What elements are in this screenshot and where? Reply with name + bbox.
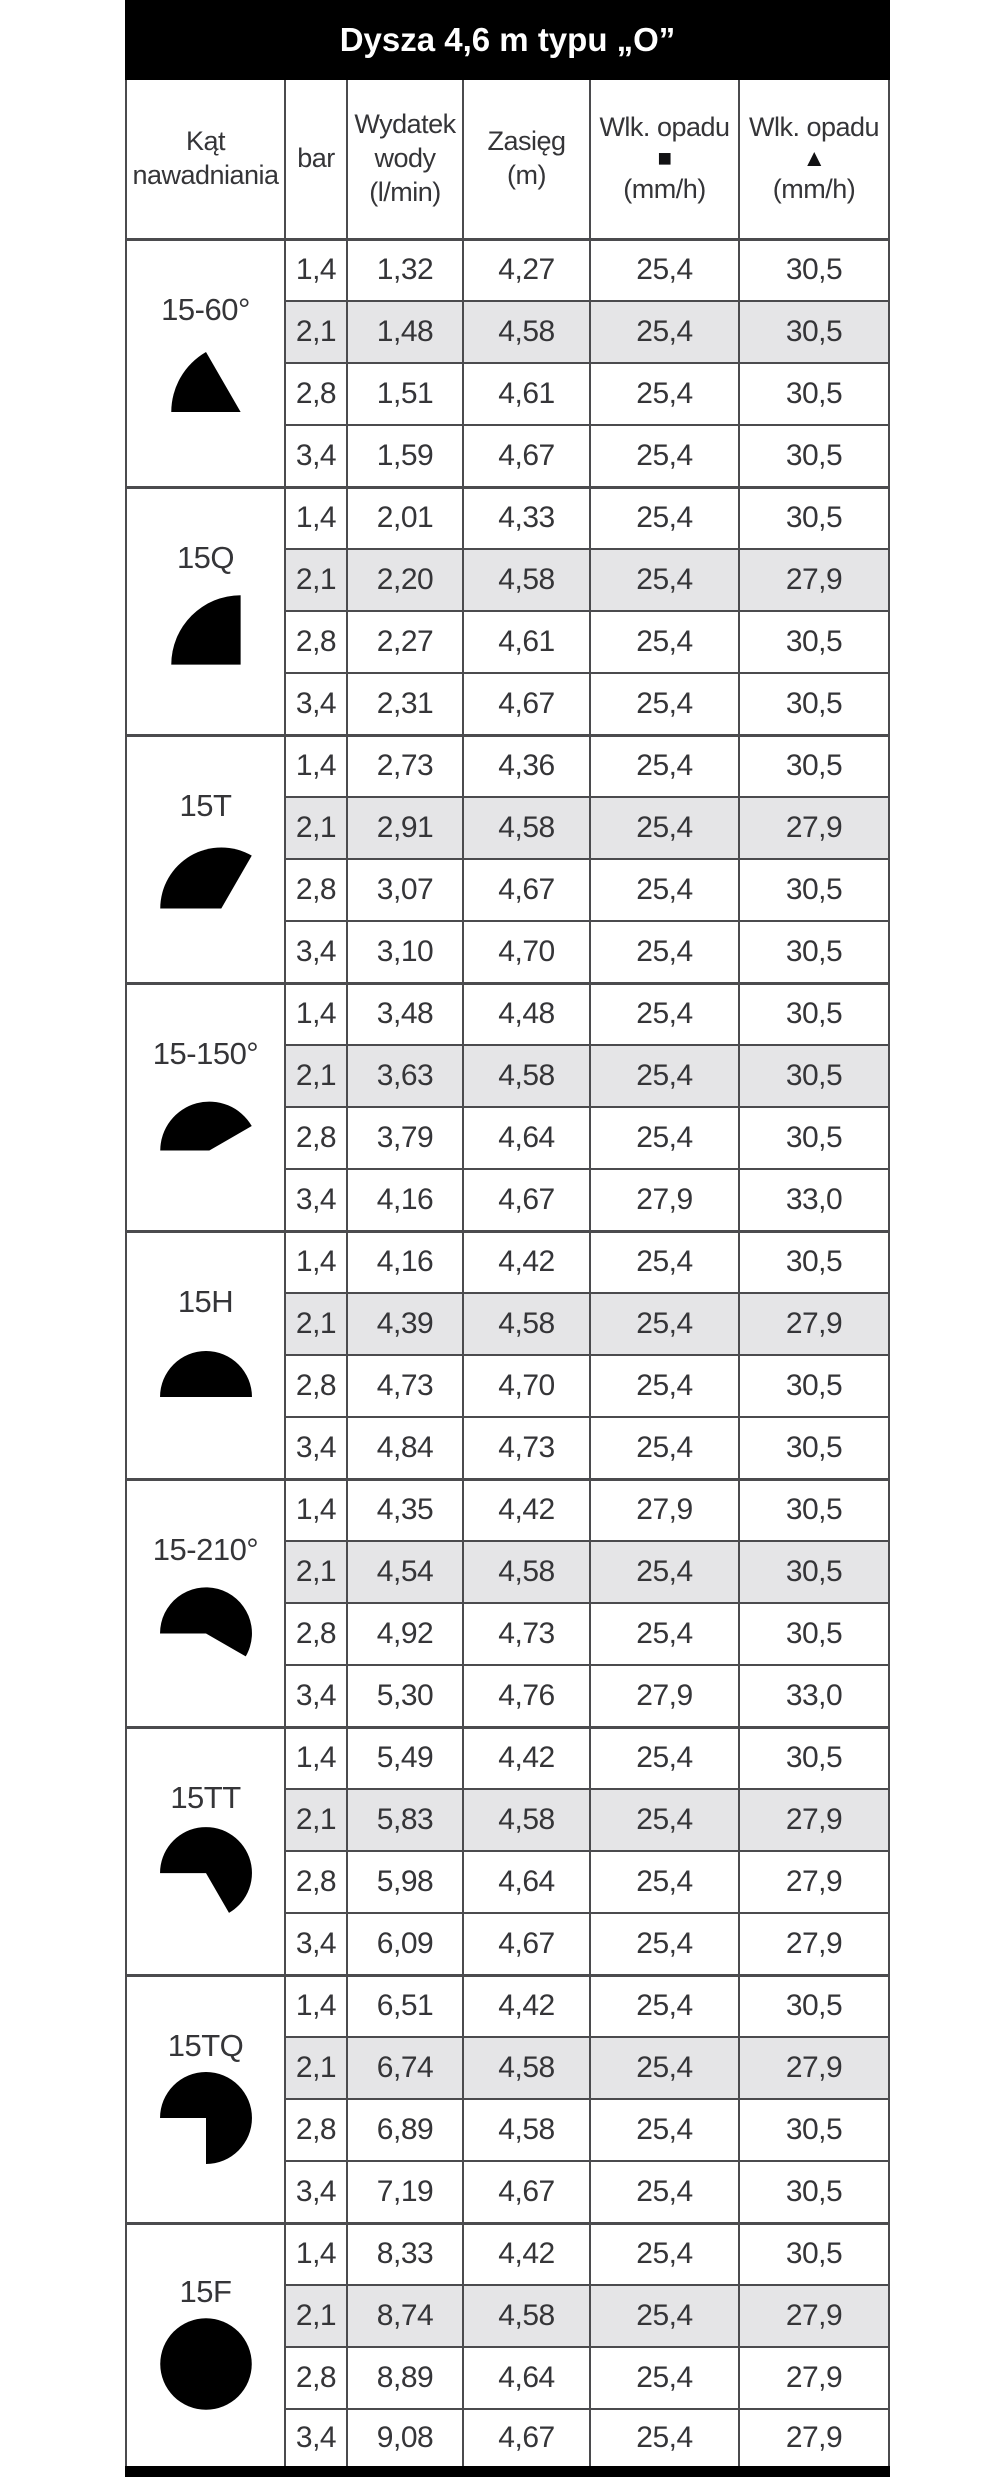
range-value: 4,67: [463, 1169, 590, 1231]
flow-value: 6,89: [347, 2099, 463, 2161]
precip-square-value: 25,4: [590, 487, 739, 549]
precip-triangle-value: 30,5: [739, 1541, 889, 1603]
nozzle-type-label: 15-150°: [152, 1036, 259, 1071]
range-value: 4,58: [463, 1045, 590, 1107]
bar-value: 1,4: [285, 1727, 347, 1789]
precip-triangle-value: 27,9: [739, 2285, 889, 2347]
flow-value: 8,74: [347, 2285, 463, 2347]
range-value: 4,73: [463, 1417, 590, 1479]
precip-triangle-value: 27,9: [739, 549, 889, 611]
precip-square-value: 25,4: [590, 1913, 739, 1975]
angle-cell: [126, 1479, 285, 1727]
table-title: Dysza 4,6 m typu „O”: [126, 1, 889, 79]
precip-triangle-value: 27,9: [739, 1913, 889, 1975]
col-header-angle: [126, 79, 285, 239]
header-line: nawadniania: [132, 159, 279, 190]
range-value: 4,70: [463, 921, 590, 983]
precip-triangle-value: 30,5: [739, 1603, 889, 1665]
flow-value: 8,33: [347, 2223, 463, 2285]
header-line: bar: [297, 142, 335, 173]
range-value: 4,42: [463, 1727, 590, 1789]
header-line: (mm/h): [772, 173, 856, 204]
bar-value: 1,4: [285, 1231, 347, 1293]
precip-triangle-value: 30,5: [739, 1975, 889, 2037]
spray-pattern-90-icon: [154, 578, 258, 682]
precip-square-value: 25,4: [590, 2223, 739, 2285]
header-line: (l/min): [369, 176, 441, 207]
range-value: 4,58: [463, 2037, 590, 2099]
precip-square-value: 25,4: [590, 1541, 739, 1603]
nozzle-type-label: 15TQ: [167, 2028, 244, 2063]
range-value: 4,61: [463, 363, 590, 425]
bar-value: 1,4: [285, 1975, 347, 2037]
range-value: 4,58: [463, 2099, 590, 2161]
nozzle-type-label: 15H: [177, 1284, 234, 1319]
spray-pattern-180-icon: [154, 1322, 258, 1426]
bar-value: 3,4: [285, 2161, 347, 2223]
bar-value: 2,1: [285, 1789, 347, 1851]
precip-square-value: 25,4: [590, 239, 739, 301]
precip-triangle-value: 30,5: [739, 983, 889, 1045]
range-value: 4,42: [463, 2223, 590, 2285]
bar-value: 3,4: [285, 1913, 347, 1975]
precip-triangle-value: 27,9: [739, 1851, 889, 1913]
precip-triangle-value: 30,5: [739, 363, 889, 425]
range-value: 4,33: [463, 487, 590, 549]
precip-square-value: 25,4: [590, 363, 739, 425]
precip-square-value: 25,4: [590, 797, 739, 859]
flow-value: 1,32: [347, 239, 463, 301]
bar-value: 2,1: [285, 1045, 347, 1107]
angle-cell: [126, 735, 285, 983]
flow-value: 2,73: [347, 735, 463, 797]
header-line: wody: [374, 142, 436, 173]
bar-value: 2,8: [285, 1355, 347, 1417]
precip-triangle-value: 27,9: [739, 1293, 889, 1355]
bar-value: 2,8: [285, 363, 347, 425]
angle-cell: [126, 239, 285, 487]
precip-triangle-value: 27,9: [739, 2409, 889, 2471]
precip-square-value: 25,4: [590, 1727, 739, 1789]
table-row: [126, 735, 889, 797]
flow-value: 3,48: [347, 983, 463, 1045]
angle-cell: [126, 2223, 285, 2471]
bar-value: 2,8: [285, 611, 347, 673]
precip-triangle-value: 30,5: [739, 1727, 889, 1789]
table-row: [126, 1727, 889, 1789]
range-value: 4,58: [463, 301, 590, 363]
precip-triangle-value: 33,0: [739, 1665, 889, 1727]
flow-value: 2,01: [347, 487, 463, 549]
precip-square-value: 25,4: [590, 1355, 739, 1417]
precip-square-value: 25,4: [590, 2161, 739, 2223]
nozzle-type-label: 15Q: [176, 540, 235, 575]
range-value: 4,27: [463, 239, 590, 301]
bar-value: 3,4: [285, 2409, 347, 2471]
spray-pattern-60-icon: [154, 330, 258, 434]
nozzle-spec-table: [125, 0, 890, 2477]
spray-pattern-270-icon: [154, 2066, 258, 2170]
bar-value: 1,4: [285, 735, 347, 797]
precip-triangle-value: 30,5: [739, 611, 889, 673]
flow-value: 8,89: [347, 2347, 463, 2409]
table-row: [126, 1479, 889, 1541]
range-value: 4,67: [463, 2161, 590, 2223]
range-value: 4,58: [463, 1789, 590, 1851]
range-value: 4,70: [463, 1355, 590, 1417]
bar-value: 1,4: [285, 2223, 347, 2285]
flow-value: 2,91: [347, 797, 463, 859]
precip-square-value: 25,4: [590, 859, 739, 921]
bar-value: 2,1: [285, 797, 347, 859]
bar-value: 2,1: [285, 2037, 347, 2099]
precip-triangle-value: 30,5: [739, 2161, 889, 2223]
precip-triangle-value: 30,5: [739, 301, 889, 363]
nozzle-type-label: 15F: [179, 2274, 232, 2309]
precip-triangle-value: 30,5: [739, 487, 889, 549]
header-line: Wydatek: [354, 109, 456, 140]
nozzle-type-label: 15-60°: [161, 292, 250, 327]
range-value: 4,67: [463, 673, 590, 735]
bar-value: 3,4: [285, 673, 347, 735]
range-value: 4,67: [463, 859, 590, 921]
range-value: 4,58: [463, 2285, 590, 2347]
spray-pattern-120-icon: [154, 826, 258, 930]
range-value: 4,42: [463, 1479, 590, 1541]
flow-value: 1,48: [347, 301, 463, 363]
precip-triangle-value: 30,5: [739, 2099, 889, 2161]
precip-square-value: 25,4: [590, 2099, 739, 2161]
precip-square-value: 25,4: [590, 611, 739, 673]
precip-triangle-value: 30,5: [739, 921, 889, 983]
col-header-flow: [347, 79, 463, 239]
precip-square-value: 25,4: [590, 2285, 739, 2347]
precip-square-value: 25,4: [590, 2037, 739, 2099]
bar-value: 2,1: [285, 301, 347, 363]
flow-value: 4,16: [347, 1169, 463, 1231]
precip-triangle-value: 30,5: [739, 425, 889, 487]
precip-triangle-value: 33,0: [739, 1169, 889, 1231]
precip-triangle-value: 27,9: [739, 1789, 889, 1851]
bar-value: 1,4: [285, 983, 347, 1045]
col-header-range: [463, 79, 590, 239]
range-value: 4,64: [463, 1851, 590, 1913]
flow-value: 5,83: [347, 1789, 463, 1851]
flow-value: 4,39: [347, 1293, 463, 1355]
precip-square-value: 25,4: [590, 673, 739, 735]
square-icon: ■: [657, 144, 672, 172]
precip-square-value: 25,4: [590, 1045, 739, 1107]
header-line: Wlk. opadu: [599, 112, 730, 143]
precip-square-value: 25,4: [590, 921, 739, 983]
range-value: 4,67: [463, 2409, 590, 2471]
range-value: 4,36: [463, 735, 590, 797]
bar-value: 2,8: [285, 1851, 347, 1913]
header-line: (m): [507, 159, 546, 190]
bar-value: 3,4: [285, 425, 347, 487]
flow-value: 6,09: [347, 1913, 463, 1975]
flow-value: 6,74: [347, 2037, 463, 2099]
precip-square-value: 25,4: [590, 1417, 739, 1479]
precip-triangle-value: 30,5: [739, 1231, 889, 1293]
precip-triangle-value: 27,9: [739, 2347, 889, 2409]
precip-square-value: 25,4: [590, 2347, 739, 2409]
bar-value: 3,4: [285, 921, 347, 983]
nozzle-spec-table-wrap: [125, 0, 888, 2477]
precip-triangle-value: 30,5: [739, 1479, 889, 1541]
precip-triangle-value: 27,9: [739, 2037, 889, 2099]
precip-square-value: 25,4: [590, 549, 739, 611]
table-row: [126, 487, 889, 549]
col-header-precip-triangle: [739, 79, 889, 239]
flow-value: 4,92: [347, 1603, 463, 1665]
range-value: 4,58: [463, 549, 590, 611]
precip-triangle-value: 30,5: [739, 2223, 889, 2285]
header-line: Kąt: [185, 126, 226, 156]
flow-value: 5,98: [347, 1851, 463, 1913]
table-row: [126, 983, 889, 1045]
bar-value: 2,1: [285, 1541, 347, 1603]
title-row: [126, 1, 889, 79]
range-value: 4,48: [463, 983, 590, 1045]
bar-value: 2,1: [285, 549, 347, 611]
header-line: (mm/h): [623, 173, 706, 204]
bar-value: 2,8: [285, 2099, 347, 2161]
precip-square-value: 25,4: [590, 983, 739, 1045]
precip-square-value: 25,4: [590, 1231, 739, 1293]
precip-square-value: 25,4: [590, 1975, 739, 2037]
precip-square-value: 25,4: [590, 1851, 739, 1913]
bar-value: 2,1: [285, 2285, 347, 2347]
flow-value: 3,79: [347, 1107, 463, 1169]
bar-value: 2,8: [285, 859, 347, 921]
bar-value: 2,8: [285, 2347, 347, 2409]
spray-pattern-210-icon: [154, 1570, 258, 1674]
flow-value: 2,27: [347, 611, 463, 673]
nozzle-type-label: 15T: [179, 788, 232, 823]
precip-square-value: 25,4: [590, 425, 739, 487]
triangle-icon: ▲: [802, 144, 826, 172]
precip-square-value: 25,4: [590, 1603, 739, 1665]
angle-cell: [126, 1727, 285, 1975]
precip-square-value: 25,4: [590, 735, 739, 797]
angle-cell: [126, 1975, 285, 2223]
range-value: 4,42: [463, 1231, 590, 1293]
precip-triangle-value: 30,5: [739, 239, 889, 301]
flow-value: 1,51: [347, 363, 463, 425]
nozzle-type-label: 15TT: [170, 1780, 241, 1815]
precip-square-value: 25,4: [590, 1789, 739, 1851]
flow-value: 2,31: [347, 673, 463, 735]
range-value: 4,64: [463, 1107, 590, 1169]
range-value: 4,67: [463, 425, 590, 487]
precip-square-value: 25,4: [590, 2409, 739, 2471]
col-header-precip-square: [590, 79, 739, 239]
flow-value: 4,54: [347, 1541, 463, 1603]
flow-value: 3,10: [347, 921, 463, 983]
table-row: [126, 239, 889, 301]
flow-value: 3,07: [347, 859, 463, 921]
precip-triangle-value: 30,5: [739, 673, 889, 735]
flow-value: 2,20: [347, 549, 463, 611]
bar-value: 1,4: [285, 1479, 347, 1541]
bar-value: 3,4: [285, 1169, 347, 1231]
precip-triangle-value: 30,5: [739, 735, 889, 797]
range-value: 4,64: [463, 2347, 590, 2409]
bar-value: 2,1: [285, 1293, 347, 1355]
flow-value: 4,35: [347, 1479, 463, 1541]
range-value: 4,58: [463, 797, 590, 859]
flow-value: 9,08: [347, 2409, 463, 2471]
spray-pattern-150-icon: [154, 1074, 258, 1178]
nozzle-type-label: 15-210°: [152, 1532, 259, 1567]
precip-triangle-value: 30,5: [739, 1107, 889, 1169]
precip-square-value: 27,9: [590, 1169, 739, 1231]
range-value: 4,73: [463, 1603, 590, 1665]
range-value: 4,67: [463, 1913, 590, 1975]
range-value: 4,58: [463, 1293, 590, 1355]
bar-value: 2,8: [285, 1603, 347, 1665]
flow-value: 3,63: [347, 1045, 463, 1107]
bar-value: 2,8: [285, 1107, 347, 1169]
flow-value: 6,51: [347, 1975, 463, 2037]
table-row: [126, 2223, 889, 2285]
bar-value: 3,4: [285, 1665, 347, 1727]
precip-triangle-value: 30,5: [739, 1417, 889, 1479]
bar-value: 1,4: [285, 239, 347, 301]
table-row: [126, 1231, 889, 1293]
angle-cell: [126, 487, 285, 735]
range-value: 4,42: [463, 1975, 590, 2037]
flow-value: 5,30: [347, 1665, 463, 1727]
precip-triangle-value: 30,5: [739, 859, 889, 921]
column-header-row: [126, 79, 889, 239]
range-value: 4,76: [463, 1665, 590, 1727]
range-value: 4,58: [463, 1541, 590, 1603]
precip-square-value: 25,4: [590, 301, 739, 363]
bar-value: 3,4: [285, 1417, 347, 1479]
precip-square-value: 25,4: [590, 1293, 739, 1355]
angle-cell: [126, 983, 285, 1231]
precip-square-value: 25,4: [590, 1107, 739, 1169]
precip-triangle-value: 30,5: [739, 1045, 889, 1107]
col-header-bar: [285, 79, 347, 239]
spray-pattern-360-icon: [154, 2312, 258, 2416]
range-value: 4,61: [463, 611, 590, 673]
flow-value: 4,16: [347, 1231, 463, 1293]
precip-triangle-value: 27,9: [739, 797, 889, 859]
angle-cell: [126, 1231, 285, 1479]
spray-pattern-240-icon: [154, 1818, 258, 1922]
flow-value: 1,59: [347, 425, 463, 487]
table-row: [126, 1975, 889, 2037]
header-line: Zasięg: [487, 126, 566, 156]
flow-value: 4,73: [347, 1355, 463, 1417]
flow-value: 7,19: [347, 2161, 463, 2223]
flow-value: 4,84: [347, 1417, 463, 1479]
flow-value: 5,49: [347, 1727, 463, 1789]
precip-square-value: 27,9: [590, 1479, 739, 1541]
header-line: Wlk. opadu: [748, 112, 880, 143]
precip-triangle-value: 30,5: [739, 1355, 889, 1417]
bar-value: 1,4: [285, 487, 347, 549]
precip-square-value: 27,9: [590, 1665, 739, 1727]
